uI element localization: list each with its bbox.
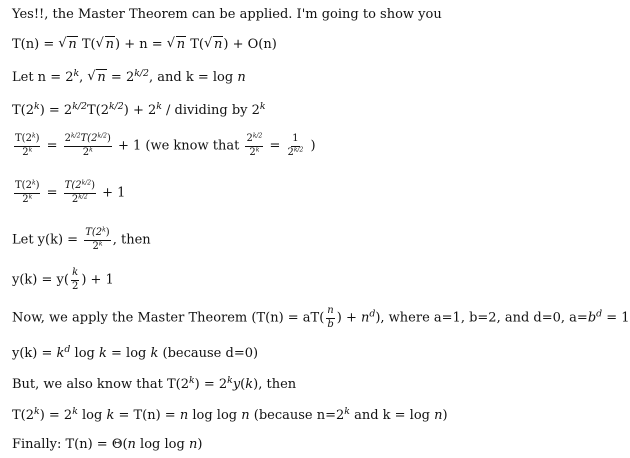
sqrt-n: √ n [204, 38, 223, 53]
master-theorem-line: Now, we apply the Master Theorem (T(n) = aT( $\frac{n}{b}$ ) + $n^d$), where a=1, b=2, and d=0, $a=b^d = 1$ [12, 305, 630, 330]
sqrt-n: √ n [87, 71, 106, 86]
simplified-recurrence: $\frac{T(2^k)}{2^k}$ = $\frac{T(2^{k/2})}{2^{k/2}}$ + 1 [15, 179, 126, 205]
recurrence-equation: T(n) = √ n T(√ n) + n = √ n T(√ n) + O(n) [12, 38, 277, 53]
fraction: $\frac{k}{2}$ [71, 267, 79, 292]
intro-sentence: Yes!!, the Master Theorem can be applied. I'm going to show you [12, 7, 442, 22]
fraction: $\frac{T(2^k)}{2^k}$ [15, 132, 40, 158]
substitution-line: Let $n = 2^k$, √ $n = 2^{k/2}$, and k = log n [12, 71, 246, 86]
fraction: $\frac{2^{k/2}}{2^k}$ [246, 132, 263, 158]
divided-recurrence: $\frac{T(2^k)}{2^k}$ = $\frac{2^{k/2}T(2^{k/2})}{2^k}$ + 1 (we know that $\frac{2^{k/2}}{2^k}$ = $\frac{1}{2^{k/2}}$ ) [15, 132, 316, 158]
fraction: $\frac{T(2^k)}{2^k}$ [85, 226, 110, 252]
fraction: $\frac{2^{k/2}T(2^{k/2})}{2^k}$ [64, 132, 111, 158]
intro-text [12, 8, 442, 23]
recurrence-in-k: $T(2^k) = 2^{k/2}T(2^{k/2}) + 2^k$ / dividing by 2$^k$ [12, 100, 266, 118]
sqrt-n: √ n [96, 38, 115, 53]
sqrt-n: √ n [167, 38, 186, 53]
final-derivation: $T(2^k) = 2^k$ log k = T(n) = n log log n (because $n=2^k$ and k = log n) [12, 405, 448, 423]
fraction: $\frac{n}{b}$ [327, 305, 334, 330]
fraction: $\frac{T(2^{k/2})}{2^{k/2}}$ [64, 179, 95, 205]
fraction: $\frac{T(2^k)}{2^k}$ [15, 179, 40, 205]
final-result: Finally: T(n) = Θ(n log log n) [12, 437, 203, 452]
y-recurrence: y(k) = y( $\frac{k}{2}$ ) + 1 [12, 267, 114, 292]
fraction: $\frac{1}{2^{k/2}}$ [287, 133, 304, 158]
y-solution: $y(k) = k^d$ log k = log k (because d=0) [12, 343, 259, 361]
define-y: Let y(k) = $\frac{T(2^k)}{2^k}$ , then [12, 226, 151, 252]
sqrt-n: √ n [58, 38, 77, 53]
back-substitution: But, we also know that $T(2^k) = 2^ky(k)$, then [12, 374, 297, 392]
